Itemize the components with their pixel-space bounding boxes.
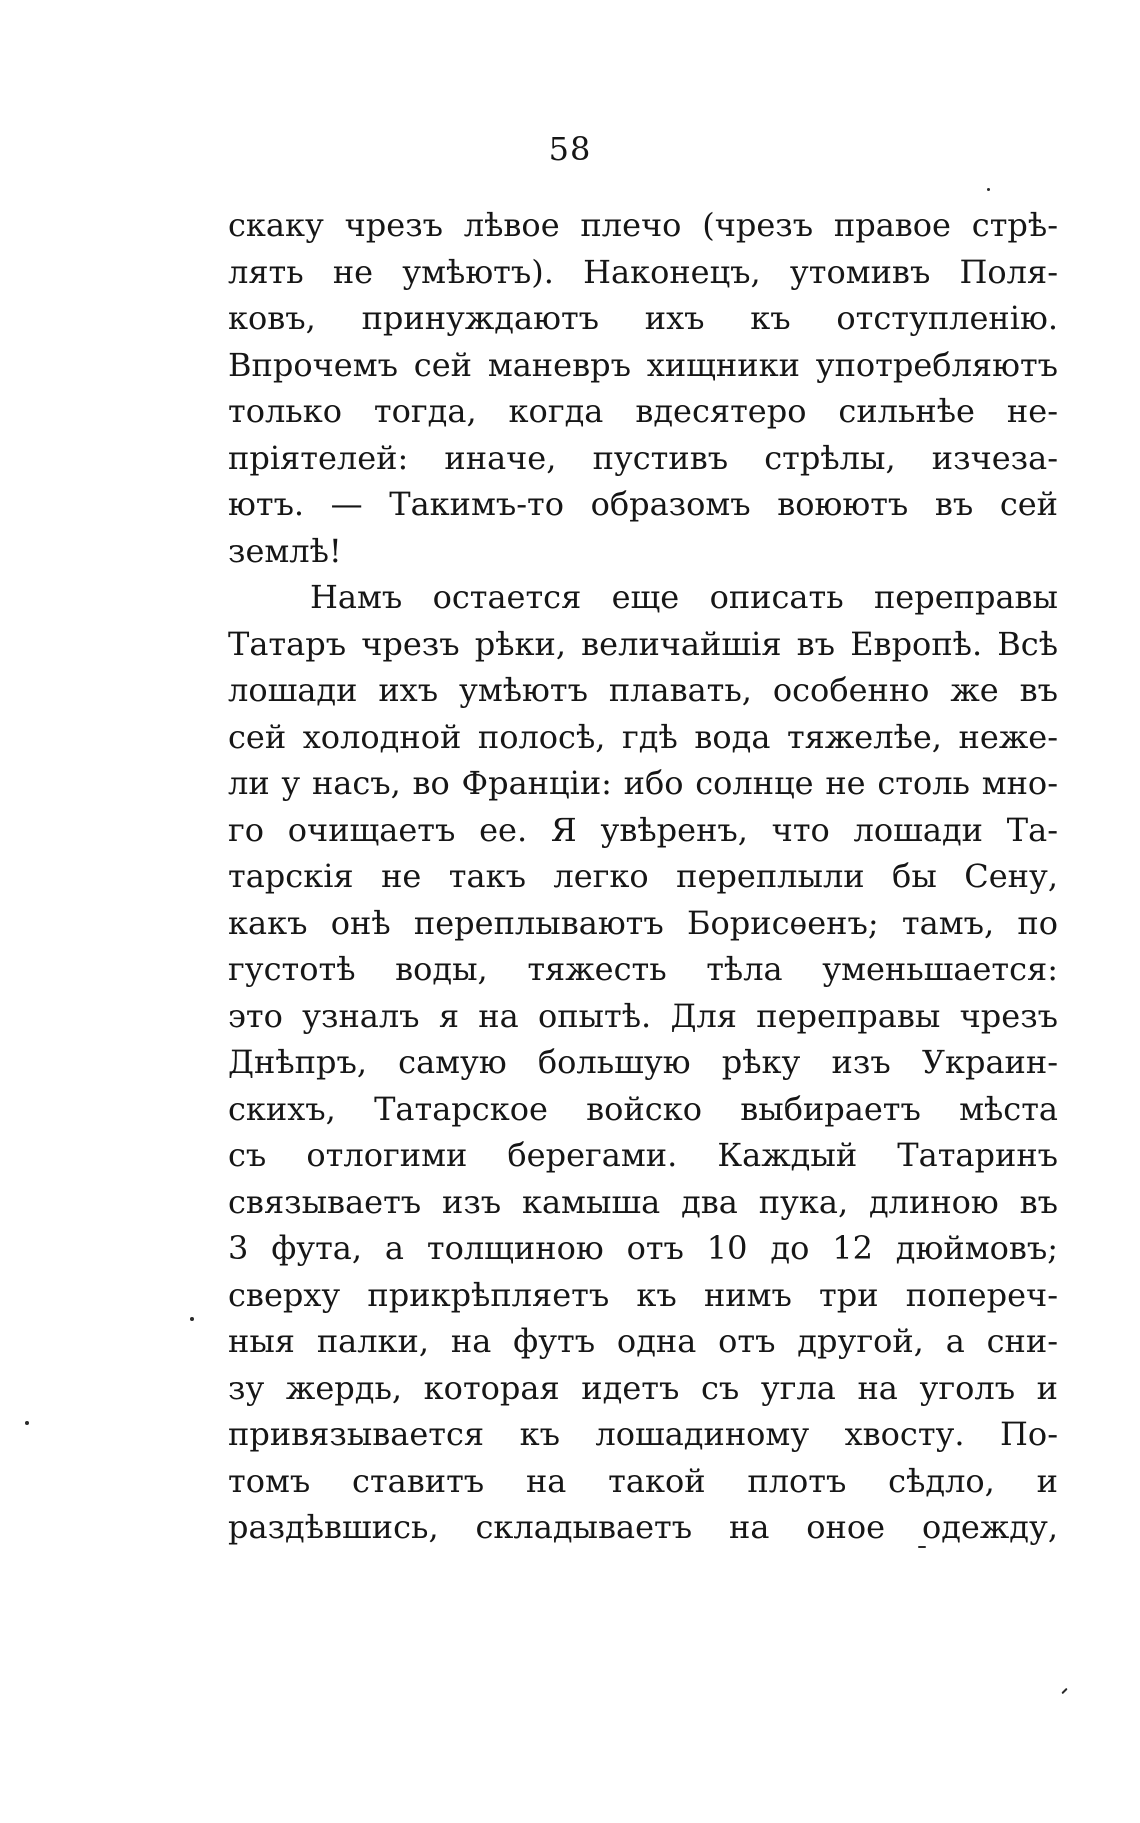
text-line: зу жердь, которая идетъ съ угла на уголъ и: [228, 1368, 1058, 1407]
text-line: сей холодной полосѣ, гдѣ вода тяжелѣе, неже-: [228, 717, 1058, 756]
text-line: съ отлогими берегами. Каждый Татаринъ: [228, 1136, 1058, 1174]
paragraph-first-line: Намъ остается еще описать переправы: [310, 578, 1058, 616]
text-line: Днѣпръ, самую большую рѣку изъ Украин-: [228, 1043, 1058, 1081]
text-line: сверху прикрѣпляетъ къ нимъ три попереч-: [228, 1275, 1058, 1314]
text-line: лять не умѣютъ). Наконецъ, утомивъ Поля-: [228, 252, 1058, 291]
text-line: ныя палки, на футъ одна отъ другой, а сни-: [228, 1322, 1058, 1360]
text-line: только тогда, когда вдесятеро сильнѣе не-: [228, 392, 1058, 430]
text-line: ютъ. — Такимъ-то образомъ воюютъ въ сей: [228, 485, 1058, 523]
text-line: 3 фута, а толщиною отъ 10 до 12 дюймовъ;: [228, 1229, 1058, 1267]
text-line: раздѣвшись, складываетъ на оное одежду,: [228, 1508, 1058, 1546]
page-number: 58: [548, 130, 592, 168]
print-speck: [1061, 1688, 1067, 1694]
text-line: густотѣ воды, тяжесть тѣла уменьшается:: [228, 950, 1058, 988]
text-line: скаку чрезъ лѣвое плечо (чрезъ правое стрѣ-: [228, 206, 1058, 244]
text-line: Впрочемъ сей маневръ хищники употребляютъ: [228, 345, 1058, 384]
text-line: какъ онѣ переплываютъ Борисѳенъ; тамъ, по: [228, 903, 1058, 942]
text-line: ли у насъ, во Франціи: ибо солнце не столь мно-: [228, 764, 1058, 802]
text-line: тарскія не такъ легко переплыли бы Сену,: [228, 857, 1058, 895]
text-line: скихъ, Татарское войско выбираетъ мѣста: [228, 1089, 1058, 1128]
text-line: томъ ставитъ на такой плотъ сѣдло, и: [228, 1461, 1058, 1500]
text-line: землѣ!: [228, 531, 342, 570]
text-line: лошади ихъ умѣютъ плавать, особенно же въ: [228, 671, 1058, 709]
print-speck: [190, 1317, 194, 1321]
text-line: ковъ, принуждаютъ ихъ къ отступленію.: [228, 299, 1058, 337]
text-line: пріятелей: иначе, пустивъ стрѣлы, изчеза-: [228, 438, 1058, 477]
text-line: Татаръ чрезъ рѣки, величайшія въ Европѣ. Всѣ: [228, 624, 1058, 663]
print-speck: [25, 1421, 29, 1425]
print-speck: [987, 188, 990, 191]
page-text: [228, 202, 1058, 1551]
text-line: го очищаетъ ее. Я увѣренъ, что лошади Та-: [228, 810, 1058, 849]
text-line: это узналъ я на опытѣ. Для переправы чрезъ: [228, 996, 1058, 1035]
text-line: привязывается къ лошадиному хвосту. По-: [228, 1415, 1058, 1453]
print-speck: [918, 1546, 926, 1548]
text-line: связываетъ изъ камыша два пука, длиною въ: [228, 1182, 1058, 1221]
